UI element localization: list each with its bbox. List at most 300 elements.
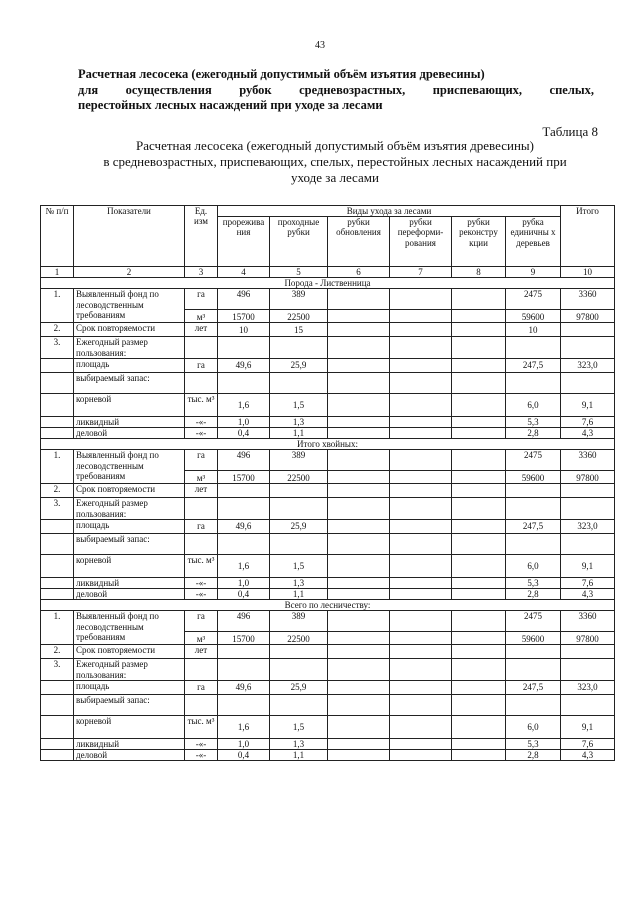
- empty-cell: [185, 533, 218, 554]
- row-label: Ежегодный размер пользования:: [74, 498, 185, 519]
- empty-cell: [41, 416, 74, 427]
- heading-line-2: для осуществления рубок средневозрастных, приспевающих, спелых,: [78, 82, 594, 97]
- empty-cell: [328, 750, 390, 761]
- table-title-line-2: в средневозрастных, приспевающих, спелых, перестойных лесных насаждений при: [103, 154, 567, 169]
- value-passing: 1,3: [270, 577, 328, 588]
- empty-cell: [452, 310, 506, 323]
- document-heading: [78, 67, 594, 114]
- section-title-row: [41, 600, 615, 611]
- empty-cell: [452, 738, 506, 749]
- business-row: [41, 428, 615, 439]
- fund-row: [41, 450, 615, 471]
- unit-cell: га: [185, 450, 218, 471]
- annual-row: [41, 337, 615, 358]
- empty-cell: [390, 680, 452, 694]
- value-thinning: [218, 484, 270, 498]
- empty-cell: [452, 519, 506, 533]
- value-single: 6,0: [506, 393, 561, 416]
- value-passing: 1,5: [270, 715, 328, 738]
- empty-cell: [328, 484, 390, 498]
- empty-cell: [452, 680, 506, 694]
- row-label: Срок повторяемости: [74, 484, 185, 498]
- value-thinning: 1,6: [218, 393, 270, 416]
- value-single: 247,5: [506, 519, 561, 533]
- empty-cell: [41, 577, 74, 588]
- empty-cell: [41, 372, 74, 393]
- heading-line-3: перестойных лесных насаждений при уходе за лесами: [78, 98, 383, 112]
- value-single: 5,3: [506, 738, 561, 749]
- value-single: 2,8: [506, 428, 561, 439]
- empty-cell: [561, 694, 615, 715]
- empty-cell: [506, 372, 561, 393]
- empty-cell: [390, 428, 452, 439]
- column-number-row: [41, 267, 615, 278]
- value-passing: 22500: [270, 471, 328, 484]
- empty-cell: [506, 533, 561, 554]
- empty-cell: [41, 519, 74, 533]
- empty-cell: [41, 533, 74, 554]
- empty-cell: [328, 715, 390, 738]
- value-total: 9,1: [561, 715, 615, 738]
- empty-cell: [390, 484, 452, 498]
- empty-cell: [390, 750, 452, 761]
- value-total: 323,0: [561, 358, 615, 372]
- value-thinning: 15700: [218, 471, 270, 484]
- empty-cell: [390, 577, 452, 588]
- empty-cell: [328, 533, 390, 554]
- empty-cell: [390, 372, 452, 393]
- header-reformation-cuts: рубки переформи- рования: [390, 217, 452, 267]
- col-num-9: 9: [506, 267, 561, 278]
- value-passing: 1,5: [270, 554, 328, 577]
- empty-cell: [328, 577, 390, 588]
- row-label: деловой: [74, 750, 185, 761]
- header-types: Виды ухода за лесами: [218, 206, 561, 217]
- empty-cell: [452, 659, 506, 680]
- unit-cell: тыс. м³: [185, 715, 218, 738]
- annual-row: [41, 659, 615, 680]
- empty-cell: [270, 659, 328, 680]
- value-passing: 22500: [270, 310, 328, 323]
- table-title-line-1: Расчетная лесосека (ежегодный допустимый объём изъятия древесины): [136, 138, 534, 153]
- value-thinning: 49,6: [218, 519, 270, 533]
- value-single: 2475: [506, 611, 561, 632]
- value-total: 323,0: [561, 519, 615, 533]
- row-label: площадь: [74, 680, 185, 694]
- unit-cell: лет: [185, 645, 218, 659]
- unit-cell: лет: [185, 323, 218, 337]
- empty-cell: [390, 694, 452, 715]
- empty-cell: [270, 694, 328, 715]
- value-total: 4,3: [561, 750, 615, 761]
- unit-cell: -«-: [185, 738, 218, 749]
- col-num-6: 6: [328, 267, 390, 278]
- value-single: 2475: [506, 450, 561, 471]
- row-label: выбираемый запас:: [74, 372, 185, 393]
- empty-cell: [41, 428, 74, 439]
- empty-cell: [390, 289, 452, 310]
- empty-cell: [218, 694, 270, 715]
- row-label: ликвидный: [74, 577, 185, 588]
- empty-cell: [328, 289, 390, 310]
- col-num-1: 1: [41, 267, 74, 278]
- unit-cell: га: [185, 289, 218, 310]
- value-single: 10: [506, 323, 561, 337]
- annual-row: [41, 498, 615, 519]
- empty-cell: [218, 659, 270, 680]
- value-total: 3360: [561, 611, 615, 632]
- empty-cell: [41, 554, 74, 577]
- empty-cell: [328, 589, 390, 600]
- value-passing: 1,1: [270, 589, 328, 600]
- empty-cell: [328, 323, 390, 337]
- empty-cell: [452, 611, 506, 632]
- empty-cell: [41, 589, 74, 600]
- col-num-4: 4: [218, 267, 270, 278]
- value-thinning: [218, 645, 270, 659]
- unit-cell: м³: [185, 632, 218, 645]
- empty-cell: [185, 694, 218, 715]
- empty-cell: [452, 750, 506, 761]
- unit-cell: м³: [185, 471, 218, 484]
- value-thinning: 49,6: [218, 680, 270, 694]
- value-total: 3360: [561, 289, 615, 310]
- value-total: 7,6: [561, 577, 615, 588]
- row-label: деловой: [74, 428, 185, 439]
- value-total: [561, 323, 615, 337]
- empty-cell: [270, 372, 328, 393]
- row-label: Выявленный фонд по лесоводственным требованиям: [74, 611, 185, 645]
- section-title-row: [41, 439, 615, 450]
- header-thinning: прорежива ния: [218, 217, 270, 267]
- table-title: [60, 138, 610, 186]
- row-label: Выявленный фонд по лесоводственным требованиям: [74, 289, 185, 323]
- empty-cell: [41, 694, 74, 715]
- value-total: 97800: [561, 632, 615, 645]
- empty-cell: [328, 310, 390, 323]
- col-num-3: 3: [185, 267, 218, 278]
- empty-cell: [328, 393, 390, 416]
- empty-cell: [561, 498, 615, 519]
- empty-cell: [452, 337, 506, 358]
- header-reconstruction-cuts: рубки реконстру кции: [452, 217, 506, 267]
- value-thinning: 496: [218, 611, 270, 632]
- empty-cell: [452, 645, 506, 659]
- value-thinning: 0,4: [218, 589, 270, 600]
- value-single: 2,8: [506, 750, 561, 761]
- col-num-7: 7: [390, 267, 452, 278]
- value-single: [506, 645, 561, 659]
- value-single: 2475: [506, 289, 561, 310]
- empty-cell: [452, 498, 506, 519]
- unit-cell: га: [185, 611, 218, 632]
- value-passing: 15: [270, 323, 328, 337]
- empty-cell: [452, 715, 506, 738]
- value-passing: 1,1: [270, 750, 328, 761]
- unit-cell: м³: [185, 310, 218, 323]
- empty-cell: [390, 358, 452, 372]
- row-label: ликвидный: [74, 416, 185, 427]
- empty-cell: [561, 337, 615, 358]
- row-label: Срок повторяемости: [74, 645, 185, 659]
- value-total: 7,6: [561, 416, 615, 427]
- value-passing: 22500: [270, 632, 328, 645]
- value-single: 59600: [506, 310, 561, 323]
- value-single: 247,5: [506, 358, 561, 372]
- value-passing: 1,1: [270, 428, 328, 439]
- empty-cell: [218, 533, 270, 554]
- empty-cell: [390, 589, 452, 600]
- row-number: 3.: [41, 498, 74, 519]
- fund-row: [41, 611, 615, 632]
- value-single: 247,5: [506, 680, 561, 694]
- value-passing: 25,9: [270, 680, 328, 694]
- table-title-line-3: уходе за лесами: [291, 170, 379, 185]
- unit-cell: -«-: [185, 428, 218, 439]
- liquid-row: [41, 416, 615, 427]
- empty-cell: [41, 358, 74, 372]
- row-number: 1.: [41, 450, 74, 484]
- business-row: [41, 750, 615, 761]
- empty-cell: [218, 498, 270, 519]
- empty-cell: [328, 680, 390, 694]
- section-title: Порода - Лиственница: [41, 278, 615, 289]
- value-passing: 389: [270, 450, 328, 471]
- empty-cell: [506, 498, 561, 519]
- value-total: 4,3: [561, 428, 615, 439]
- empty-cell: [185, 337, 218, 358]
- value-passing: 25,9: [270, 519, 328, 533]
- header-passing-cuts: проходные рубки: [270, 217, 328, 267]
- empty-cell: [452, 554, 506, 577]
- empty-cell: [328, 337, 390, 358]
- empty-cell: [328, 632, 390, 645]
- empty-cell: [390, 519, 452, 533]
- empty-cell: [328, 450, 390, 471]
- empty-cell: [328, 611, 390, 632]
- value-passing: 1,5: [270, 393, 328, 416]
- value-passing: 1,3: [270, 416, 328, 427]
- empty-cell: [41, 715, 74, 738]
- unit-cell: -«-: [185, 750, 218, 761]
- stock-row: [41, 694, 615, 715]
- empty-cell: [506, 337, 561, 358]
- row-label: корневой: [74, 715, 185, 738]
- root-row: [41, 554, 615, 577]
- empty-cell: [452, 632, 506, 645]
- empty-cell: [390, 659, 452, 680]
- empty-cell: [452, 289, 506, 310]
- fund-row: [41, 289, 615, 310]
- header-renewal-cuts: рубки обновления: [328, 217, 390, 267]
- empty-cell: [506, 659, 561, 680]
- empty-cell: [328, 471, 390, 484]
- value-passing: [270, 484, 328, 498]
- value-single: 2,8: [506, 589, 561, 600]
- table-label: Таблица 8: [542, 124, 598, 139]
- value-single: 59600: [506, 632, 561, 645]
- empty-cell: [390, 337, 452, 358]
- value-total: 9,1: [561, 554, 615, 577]
- row-label: площадь: [74, 358, 185, 372]
- unit-cell: -«-: [185, 577, 218, 588]
- area-row: [41, 519, 615, 533]
- period-row: [41, 645, 615, 659]
- empty-cell: [328, 498, 390, 519]
- unit-cell: -«-: [185, 416, 218, 427]
- header-total: Итого: [561, 206, 615, 267]
- value-passing: 389: [270, 289, 328, 310]
- row-number: 3.: [41, 659, 74, 680]
- row-number: 1.: [41, 289, 74, 323]
- value-thinning: 496: [218, 289, 270, 310]
- unit-cell: га: [185, 680, 218, 694]
- empty-cell: [390, 416, 452, 427]
- empty-cell: [452, 471, 506, 484]
- section-title: Всего по лесничеству:: [41, 600, 615, 611]
- header-indicator: Показатели: [74, 206, 185, 267]
- empty-cell: [390, 498, 452, 519]
- empty-cell: [390, 393, 452, 416]
- value-total: [561, 645, 615, 659]
- empty-cell: [452, 484, 506, 498]
- empty-cell: [390, 471, 452, 484]
- value-single: [506, 484, 561, 498]
- row-label: Ежегодный размер пользования:: [74, 337, 185, 358]
- value-thinning: 10: [218, 323, 270, 337]
- value-thinning: 0,4: [218, 428, 270, 439]
- header-unit: Ед. изм: [185, 206, 218, 267]
- col-num-5: 5: [270, 267, 328, 278]
- unit-cell: тыс. м³: [185, 393, 218, 416]
- empty-cell: [452, 589, 506, 600]
- value-single: 6,0: [506, 554, 561, 577]
- value-thinning: 49,6: [218, 358, 270, 372]
- empty-cell: [328, 416, 390, 427]
- value-passing: [270, 645, 328, 659]
- empty-cell: [328, 428, 390, 439]
- empty-cell: [41, 738, 74, 749]
- table-body: [41, 278, 615, 761]
- empty-cell: [452, 428, 506, 439]
- value-thinning: 1,6: [218, 554, 270, 577]
- row-label: площадь: [74, 519, 185, 533]
- empty-cell: [218, 337, 270, 358]
- value-total: 323,0: [561, 680, 615, 694]
- value-single: 5,3: [506, 416, 561, 427]
- empty-cell: [390, 715, 452, 738]
- root-row: [41, 715, 615, 738]
- stock-row: [41, 533, 615, 554]
- empty-cell: [452, 358, 506, 372]
- empty-cell: [41, 393, 74, 416]
- empty-cell: [452, 323, 506, 337]
- empty-cell: [452, 416, 506, 427]
- empty-cell: [41, 750, 74, 761]
- unit-cell: тыс. м³: [185, 554, 218, 577]
- row-label: Ежегодный размер пользования:: [74, 659, 185, 680]
- value-thinning: 15700: [218, 632, 270, 645]
- value-total: 97800: [561, 310, 615, 323]
- empty-cell: [390, 323, 452, 337]
- value-single: 5,3: [506, 577, 561, 588]
- col-num-10: 10: [561, 267, 615, 278]
- empty-cell: [390, 533, 452, 554]
- root-row: [41, 393, 615, 416]
- empty-cell: [452, 393, 506, 416]
- empty-cell: [561, 372, 615, 393]
- value-passing: 1,3: [270, 738, 328, 749]
- value-total: [561, 484, 615, 498]
- header-single-tree-cuts: рубка единичны х деревьев: [506, 217, 561, 267]
- row-number: 2.: [41, 484, 74, 498]
- row-number: 3.: [41, 337, 74, 358]
- empty-cell: [561, 659, 615, 680]
- section-title-row: [41, 278, 615, 289]
- value-total: 9,1: [561, 393, 615, 416]
- empty-cell: [218, 372, 270, 393]
- row-number: 2.: [41, 323, 74, 337]
- area-row: [41, 358, 615, 372]
- value-thinning: 496: [218, 450, 270, 471]
- row-label: ликвидный: [74, 738, 185, 749]
- period-row: [41, 323, 615, 337]
- empty-cell: [390, 450, 452, 471]
- row-label: корневой: [74, 554, 185, 577]
- area-row: [41, 680, 615, 694]
- value-thinning: 1,0: [218, 416, 270, 427]
- value-thinning: 0,4: [218, 750, 270, 761]
- empty-cell: [390, 554, 452, 577]
- empty-cell: [390, 738, 452, 749]
- value-passing: 25,9: [270, 358, 328, 372]
- row-label: корневой: [74, 393, 185, 416]
- empty-cell: [328, 372, 390, 393]
- row-label: Срок повторяемости: [74, 323, 185, 337]
- empty-cell: [328, 659, 390, 680]
- unit-cell: га: [185, 358, 218, 372]
- empty-cell: [390, 632, 452, 645]
- empty-cell: [452, 372, 506, 393]
- empty-cell: [328, 554, 390, 577]
- value-total: 4,3: [561, 589, 615, 600]
- empty-cell: [41, 680, 74, 694]
- value-thinning: 1,0: [218, 577, 270, 588]
- row-label: Выявленный фонд по лесоводственным требованиям: [74, 450, 185, 484]
- empty-cell: [390, 645, 452, 659]
- forest-cut-table: [40, 205, 615, 761]
- period-row: [41, 484, 615, 498]
- business-row: [41, 589, 615, 600]
- empty-cell: [452, 450, 506, 471]
- empty-cell: [328, 519, 390, 533]
- value-total: 3360: [561, 450, 615, 471]
- value-thinning: 1,6: [218, 715, 270, 738]
- empty-cell: [270, 337, 328, 358]
- empty-cell: [390, 611, 452, 632]
- value-thinning: 15700: [218, 310, 270, 323]
- row-number: 2.: [41, 645, 74, 659]
- empty-cell: [185, 659, 218, 680]
- empty-cell: [328, 358, 390, 372]
- row-number: 1.: [41, 611, 74, 645]
- value-total: 97800: [561, 471, 615, 484]
- liquid-row: [41, 577, 615, 588]
- empty-cell: [452, 694, 506, 715]
- value-thinning: 1,0: [218, 738, 270, 749]
- row-label: деловой: [74, 589, 185, 600]
- page-number: 43: [315, 40, 325, 51]
